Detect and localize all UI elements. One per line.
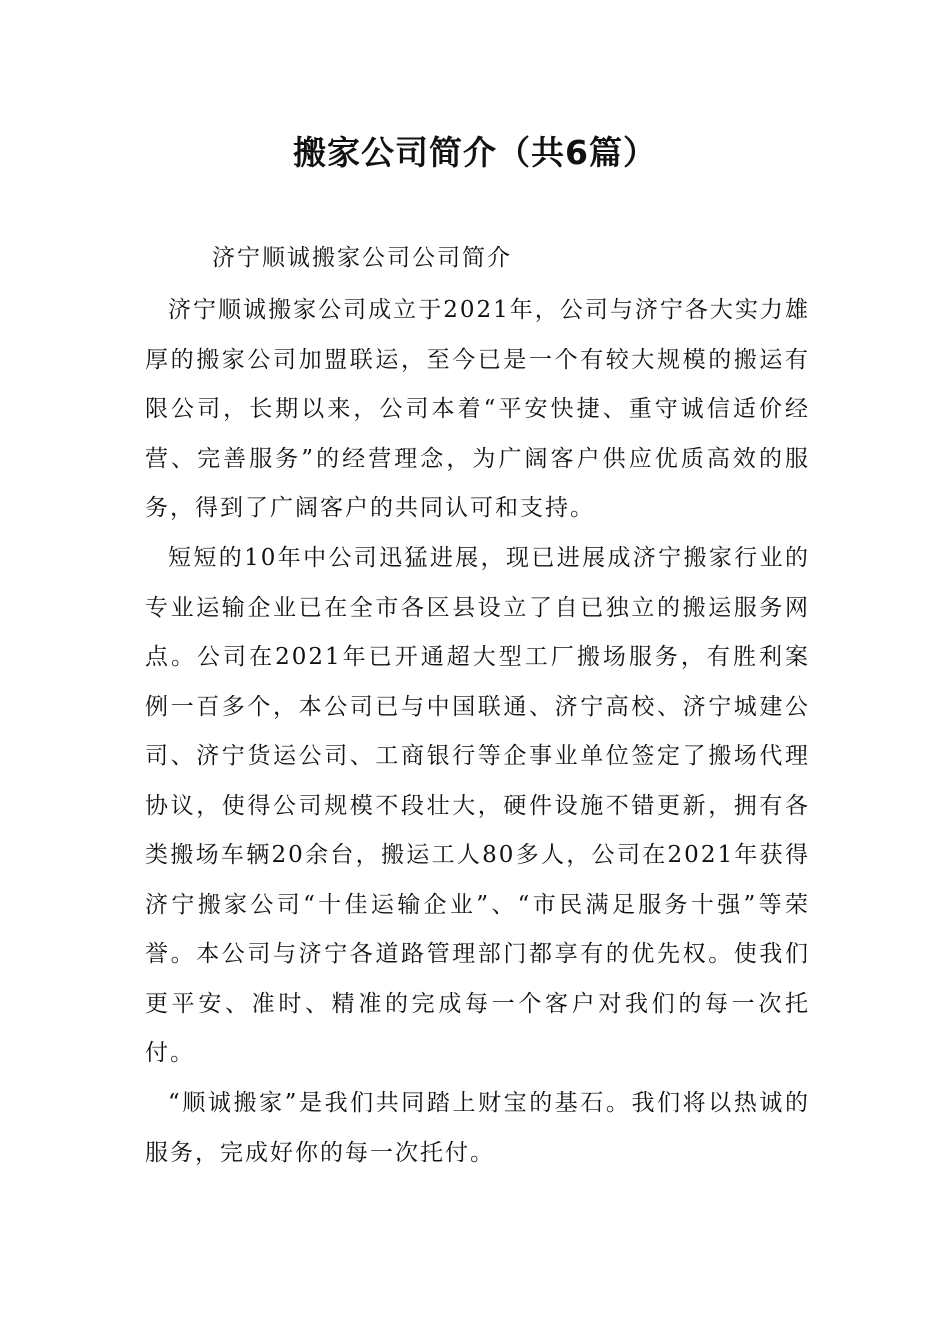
paragraph-text: 短短的10年中公司迅猛进展，现已进展成济宁搬家行业的专业运输企业已在全市各区县设立了自已独立的搬运服务网点。公司在2021年已开通超大型工厂搬场服务，有胜利案例一百多个，本公司已与中国联通、济宁高校、济宁城建公司、济宁货运公司、工商银行等企事业单位签定了搬场代理协议，使得公司规模不段壮大，硬件设施不错更新，拥有各类搬场车辆20余台，搬运工人80多人，公司在2021年获得 济宁搬家公司“十佳运输企业”、“市民满足服务十强”等荣誉。本公司与济宁各道路管理部门都享有的优先权。使我们更平安、准时、精准的完成每一个客户对我们的每一次托付。	[145, 545, 810, 1066]
paragraph-text: “顺诚搬家”是我们共同踏上财宝的基石。我们将以热诚的服务，完成好你的每一次托付。	[145, 1090, 810, 1166]
body-paragraph	[145, 534, 810, 1079]
document-subtitle: 济宁顺诚搬家公司公司简介	[212, 245, 512, 271]
paragraph-text: 济宁顺诚搬家公司成立于2021年，公司与济宁各大实力雄厚的搬家公司加盟联运，至今已是一个有较大规模的搬运有限公司，长期以来，公司本着“平安快捷、重守诚信适价经营、完善服务”的经营理念，为广阔客户供应优质高效的服务，得到了广阔客户的共同认可和支持。	[145, 297, 810, 521]
document-title: 搬家公司简介（共6篇）	[293, 133, 657, 172]
body-paragraph	[145, 286, 810, 534]
body-paragraph	[145, 1079, 810, 1178]
